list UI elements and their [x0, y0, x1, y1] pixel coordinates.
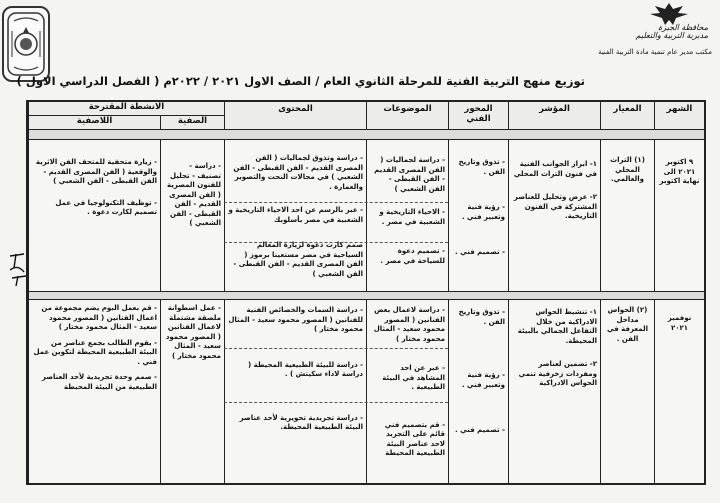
- row1-indicator-2: ٢- عرض وتحليل للعناصر المشتركة في الفنون التاريخية.: [513, 193, 597, 220]
- row1-indicator: [508, 140, 600, 292]
- emblem-icon: [6, 11, 46, 77]
- row2-topic-2: - عبر عن احد المشاهد في البيئة الطبيعية .: [382, 364, 445, 391]
- row1-divider-2: [224, 242, 448, 243]
- header-month: الشهر: [654, 102, 704, 130]
- row2-divider-2: [224, 402, 448, 403]
- header-axis: المحور الفني: [448, 102, 508, 130]
- header-activities: الانشطة المقترحة: [28, 102, 224, 116]
- row2-topics: [366, 300, 448, 483]
- office-line: مكتب مدير عام تنمية مادة التربية الفنية: [598, 48, 712, 56]
- row2-content-3: - دراسة تجريدية تحويرية لأحد عناصر البيئة الطبيعية المحيطة.: [239, 413, 363, 431]
- row2-axis-2: - رؤية فنية وتعبير فني .: [461, 371, 505, 389]
- row2-extra-1: - قم بعمل البوم يضم مجموعة من اعمال الفنانين ( المصور محمود سعيد - المثال محمود مختار ): [41, 304, 157, 331]
- row2-axis-3: - تصميم فني .: [455, 426, 505, 434]
- row1-standard: (١) التراث المحلي والعالمي.: [600, 140, 654, 292]
- row2-axis: [448, 300, 508, 483]
- row2-content: [224, 300, 366, 483]
- ministry-line-2: مديرية التربية والتعليم: [635, 31, 708, 40]
- school-logo: [2, 6, 50, 82]
- row2-content-2: - دراسة للبيئة الطبيعية المحيطة ( دراسة لاداء سكيتش ) .: [247, 360, 363, 378]
- row2-content-1: - دراسة السمات والخصائص الفنية للفنانين ( المصور محمود سعيد - المثال محمود مختار ): [228, 306, 363, 333]
- header-indicator: المؤشر: [508, 102, 600, 130]
- row1-extra-1: - زيارة متحفية للمتحف الفن الاثرية والوقعية ( الفن المصرى القديم - الفن القبطى - الفن الشعبي ): [35, 158, 157, 185]
- header-topics: الموضوعات: [366, 102, 448, 130]
- row1-content-3: صمم كارت دعوة لزيارة المعالم السياحية في مصر مستعينا برموز ( الفن المصرى القديم - الفن القبطى - الفن الشعبي ): [233, 241, 363, 278]
- row2-standard: (٢) الحواس مداخل المعرفة في الفن .: [600, 300, 654, 483]
- row1-topic-2: - الاحياء التاريخية و الشعبية في مصر .: [379, 208, 445, 226]
- row2-extra-2: - يقوم الطالب بجمع عناصر من البيئة الطبيعية المحيطة لتكوين عمل فني .: [33, 338, 157, 366]
- row1-content: [224, 140, 366, 292]
- row2-indicator-2: ٢- تضمين لعناصر ومفردات زخرفية تنمي الحواس الادراكية: [518, 360, 597, 387]
- header-extracurricular: اللاصفية: [28, 116, 160, 130]
- row2-indicator: [508, 300, 600, 483]
- row2-extra-3: - صمم وحدة تجريدية لأحد العناصر الطبيعية من البيئة المحيطة: [41, 373, 157, 391]
- row1-axis-2: - رؤية فنية وتعبير فني .: [461, 203, 505, 221]
- row2-axis-1: - تذوق وتاريخ الفن .: [458, 308, 505, 326]
- row1-classroom: - دراسة - تصنيف - تحليل للفنون المصرية ( الفن المصرى القديم - الفن القبطى - الفن الشعبي ): [160, 140, 224, 292]
- row2-topic-1: - دراسة لاعمال بعض الفنانين ( المصور محمود سعيد - المثال محمود مختار ): [373, 306, 445, 343]
- header-content: المحتوى: [224, 102, 366, 130]
- header-separator: [28, 130, 704, 140]
- ministry-header: [598, 24, 708, 40]
- row2-topic-3: - قم بتصميم فني قائم على التجريد لاحد عناصر البيئة الطبيعية المحيطة: [384, 420, 445, 457]
- row-separator: [28, 292, 704, 300]
- header-standard: المعيار: [600, 102, 654, 130]
- row1-axis-1: - تذوق وتاريخ الفن .: [458, 158, 505, 176]
- row2-extracurricular: [28, 300, 160, 483]
- page-title: توزيع منهج التربية الفنية للمرحلة الثانوي العام / الصف الاول ٢٠٢١ / ٢٠٢٢م ( الفصل الدراسي الاول ): [16, 74, 585, 88]
- row1-axis: [448, 140, 508, 292]
- row1-indicator-1: ١- ابراز الجوانب الفنية في فنون التراث المحلي: [513, 160, 597, 178]
- row1-month: ٩ اكتوبر ٢٠٢١ الى نهاية اكتوبر: [654, 140, 704, 292]
- row1-topic-1: - دراسة لجماليات ( الفن المصرى القديم - الفن القبطى - الفن الشعبي ): [374, 156, 445, 193]
- curriculum-table: [26, 100, 706, 485]
- row1-topic-3: - تصميم دعوة للسياحة في مصر .: [380, 247, 445, 265]
- row1-extra-2: - توظيف التكنولوجيا في عمل تصميم لكارت دعوة .: [55, 198, 157, 216]
- row2-classroom: - عمل اسطوانة ملصقة مشتملة لاعمال الفنانين ( المصور محمود سعيد - المثال محمود مختار ): [160, 300, 224, 483]
- row2-indicator-1: ١- تنشيط الحواس الادراكية من خلال التفاعل الجمالي بالبيئة المحيطة.: [517, 308, 597, 345]
- row1-content-2: - عبر بالرسم عن احد الاحياء التاريخية و الشعبية في مصر بأسلوبك: [228, 206, 363, 224]
- row1-extracurricular: [28, 140, 160, 292]
- row2-divider-1: [224, 348, 448, 349]
- header-classroom: الصفية: [160, 116, 224, 130]
- row1-axis-3: - تصميم فني .: [455, 248, 505, 256]
- row1-content-1: - دراسة وتذوق لجماليات ( الفن المصرى القديم - الفن القبطى - الفن الشعبي ) في مجالات النحت والتصوير والعمارة .: [233, 154, 363, 191]
- row1-topics: [366, 140, 448, 292]
- ministry-line-1: محافظة الجيزة: [658, 23, 708, 32]
- row2-month: نوفمبر ٢٠٢١: [654, 300, 704, 483]
- row1-divider-1: [224, 202, 448, 203]
